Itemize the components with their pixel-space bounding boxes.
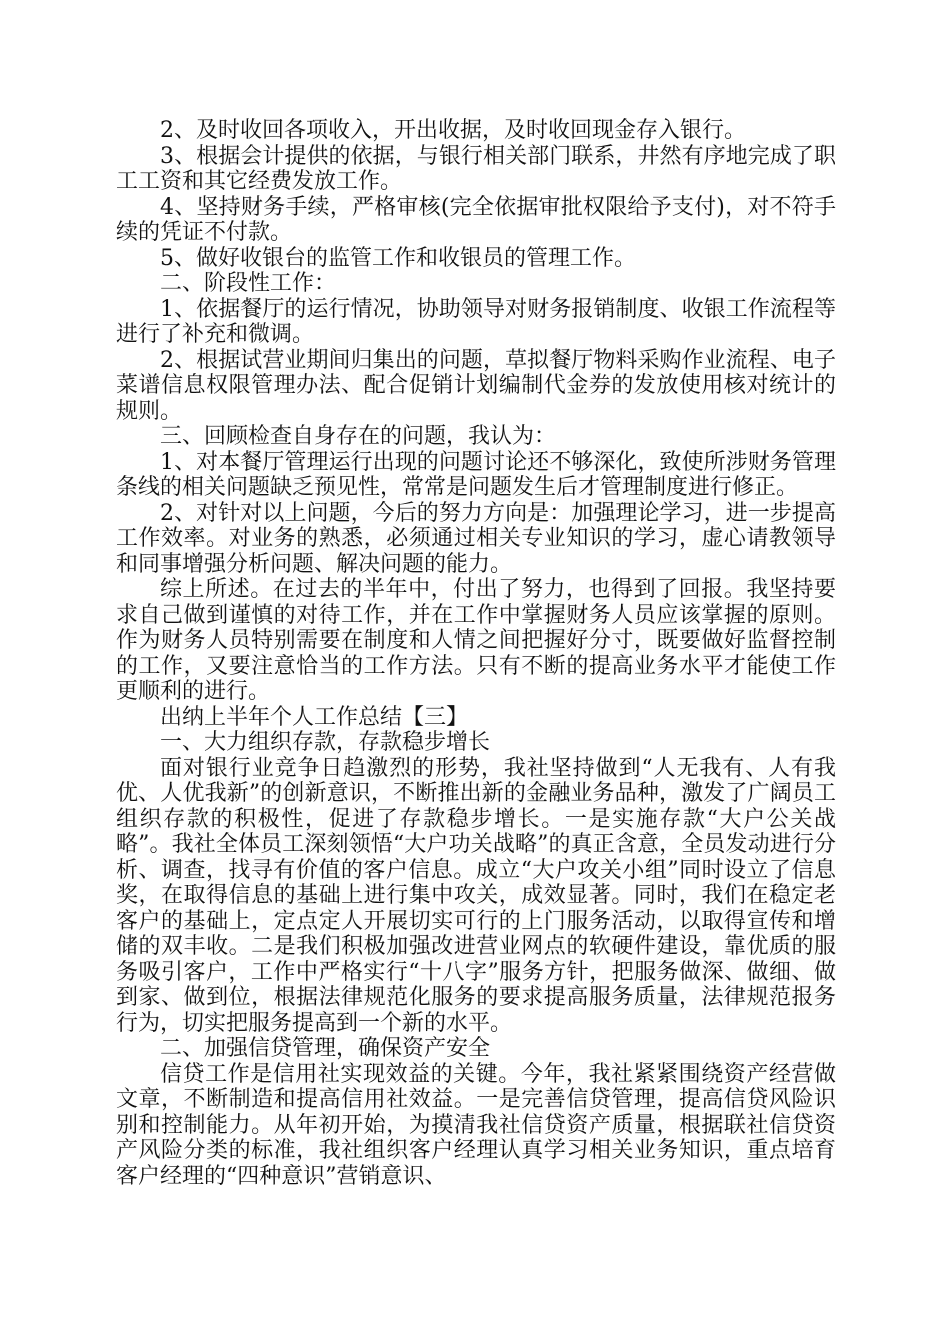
section-heading: 三、回顾检查自身存在的问题，我认为： bbox=[160, 424, 557, 449]
paragraph: 2、及时收回各项收入，开出收据，及时收回现金存入银行。 bbox=[160, 118, 746, 143]
document-body bbox=[116, 118, 836, 1189]
paragraph: 信贷工作是信用社实现效益的关键。今年，我社紧紧围绕资产经营做文章，不断制造和提高信用社效益。一是完善信贷管理，提高信贷风险识别和控制能力。从年初开始，为摸清我社信贷资产质量，根据联社信贷资产风险分类的标准，我社组织客户经理认真学习相关业务知识，重点培育客户经理的“四种意识”营销意识、 bbox=[116, 1061, 836, 1189]
paragraph: 2、对针对以上问题，今后的努力方向是：加强理论学习，进一步提高工作效率。对业务的熟悉，必须通过相关专业知识的学习，虚心请教领导和同事增强分析问题、解决问题的能力。 bbox=[116, 500, 836, 577]
paragraph: 2、根据试营业期间归集出的问题，草拟餐厅物料采购作业流程、电子菜谱信息权限管理办法、配合促销计划编制代金券的发放使用核对统计的规则。 bbox=[116, 347, 836, 424]
paragraph: 1、依据餐厅的运行情况，协助领导对财务报销制度、收银工作流程等进行了补充和微调。 bbox=[116, 296, 836, 347]
paragraph: 综上所述。在过去的半年中，付出了努力，也得到了回报。我坚持要求自己做到谨慎的对待工作，并在工作中掌握财务人员应该掌握的原则。作为财务人员特别需要在制度和人情之间把握好分寸，既要做好监督控制的工作，又要注意恰当的工作方法。只有不断的提高业务水平才能使工作更顺利的进行。 bbox=[116, 577, 836, 704]
document-title: 出纳上半年个人工作总结【三】 bbox=[160, 704, 469, 730]
section-heading: 二、阶段性工作： bbox=[160, 271, 337, 296]
paragraph: 3、根据会计提供的依据，与银行相关部门联系，井然有序地完成了职工工资和其它经费发放工作。 bbox=[116, 143, 836, 194]
section-heading: 二、加强信贷管理，确保资产安全 bbox=[160, 1036, 491, 1061]
section-heading: 一、大力组织存款，存款稳步增长 bbox=[160, 730, 491, 755]
paragraph: 面对银行业竞争日趋激烈的形势，我社坚持做到“人无我有、人有我优、人优我新”的创新意识，不断推出新的金融业务品种，激发了广阔员工组织存款的积极性，促进了存款稳步增长。一是实施存款“大户公关战略”。我社全体员工深刻领悟“大户功关战略”的真正含意，全员发动进行分析、调查，找寻有价值的客户信息。成立“大户攻关小组”同时设立了信息奖，在取得信息的基础上进行集中攻关，成效显著。同时，我们在稳定老客户的基础上，定点定人开展切实可行的上门服务活动，以取得宣传和增储的双丰收。二是我们积极加强改进营业网点的软硬件建设，靠优质的服务吸引客户，工作中严格实行“十八字”服务方针，把服务做深、做细、做到家、做到位，根据法律规范化服务的要求提高服务质量，法律规范报务行为，切实把服务提高到一个新的水平。 bbox=[116, 755, 836, 1036]
paragraph: 1、对本餐厅管理运行出现的问题讨论还不够深化，致使所涉财务管理条线的相关问题缺乏预见性，常常是问题发生后才管理制度进行修正。 bbox=[116, 449, 836, 500]
paragraph: 4、坚持财务手续，严格审核(完全依据审批权限给予支付)，对不符手续的凭证不付款。 bbox=[116, 194, 836, 245]
paragraph: 5、做好收银台的监管工作和收银员的管理工作。 bbox=[160, 245, 636, 271]
